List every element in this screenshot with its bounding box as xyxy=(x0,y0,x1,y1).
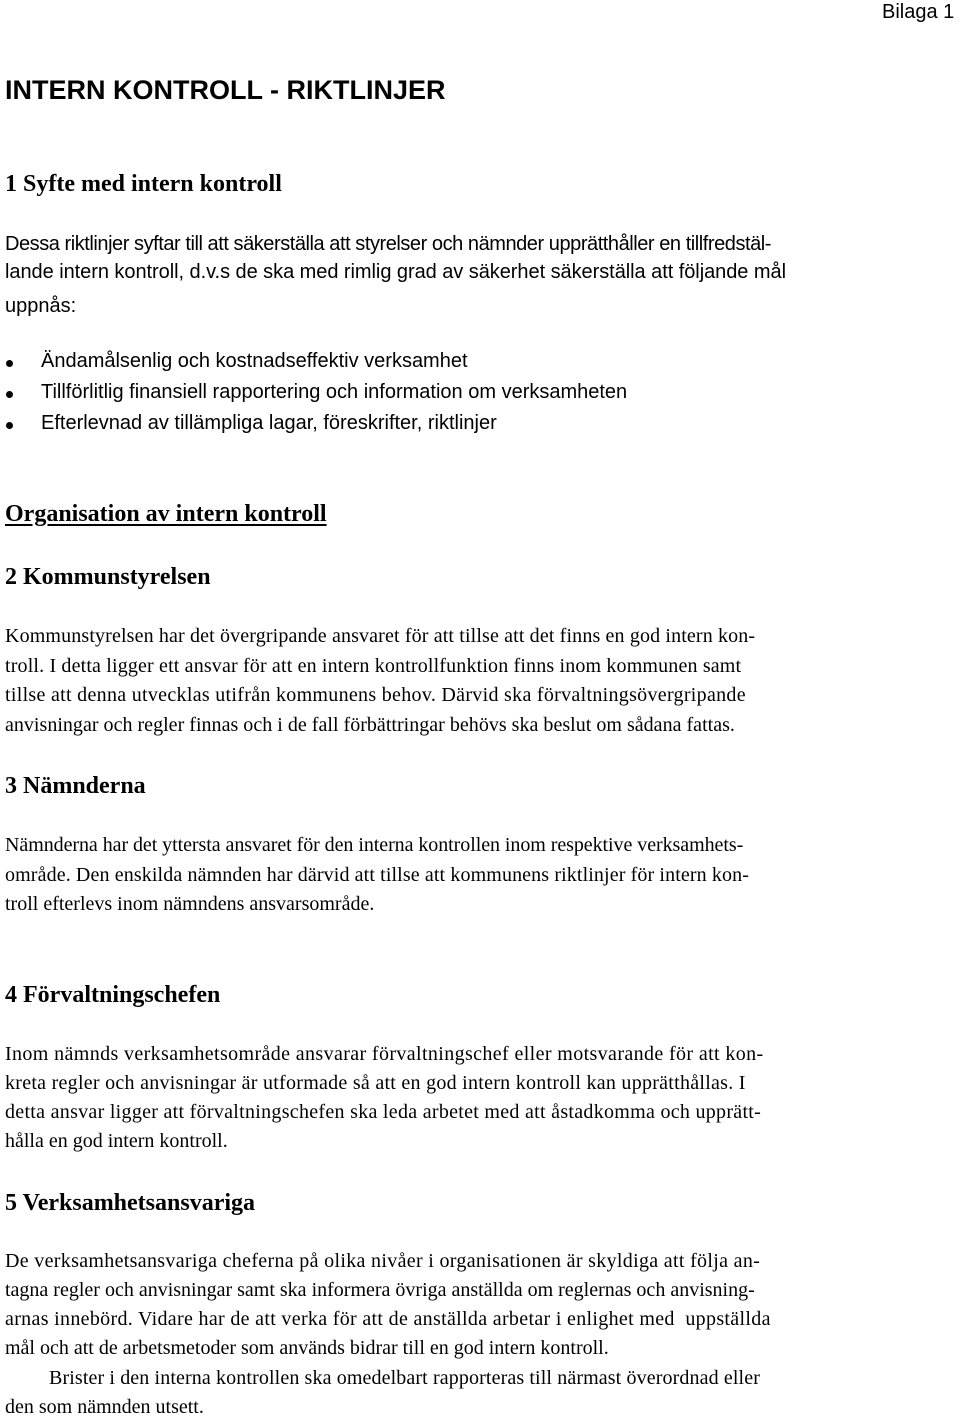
section-5-heading: 5 Verksamhetsansvariga xyxy=(5,1190,256,1216)
section-5-paragraph-line: tagna regler och anvisningar samt ska informera övriga anställda om reglernas och anvisning- xyxy=(5,1279,755,1301)
document-title: INTERN KONTROLL - RIKTLINJER xyxy=(5,75,446,105)
section-4-paragraph-line: kreta regler och anvisningar är utformade så att en god intern kontroll kan upprätthållas. I xyxy=(5,1072,746,1094)
section-3-heading: 3 Nämnderna xyxy=(5,773,146,799)
section-4-paragraph-line: Inom nämnds verksamhetsområde ansvarar förvaltningschef eller motsvarande för att kon- xyxy=(5,1043,764,1065)
list-item: Ändamålsenlig och kostnadseffektiv verksamhet xyxy=(41,350,468,372)
section-2-paragraph-line: anvisningar och regler finnas och i de fall förbättringar behövs ska beslut om sådana fattas. xyxy=(5,714,735,736)
section-4-paragraph-line: detta ansvar ligger att förvaltningschefen ska leda arbetet med att åstadkomma och upprätt- xyxy=(5,1101,762,1123)
section-1-paragraph-line: Dessa riktlinjer syftar till att säkerställa att styrelser och nämnder upprätthåller en tillfredstäl- xyxy=(5,233,771,255)
section-5-paragraph-line: mål och att de arbetsmetoder som används bidrar till en god intern kontroll. xyxy=(5,1337,609,1359)
bullet-icon xyxy=(6,360,13,367)
bullet-icon xyxy=(6,391,13,398)
list-item: Efterlevnad av tillämpliga lagar, föreskrifter, riktlinjer xyxy=(41,412,497,434)
section-4-heading: 4 Förvaltningschefen xyxy=(5,982,221,1008)
appendix-label: Bilaga 1 xyxy=(882,1,955,23)
section-5-paragraph-line: Brister i den interna kontrollen ska omedelbart rapporteras till närmast överordnad eller xyxy=(49,1367,760,1389)
section-5-paragraph-line: den som nämnden utsett. xyxy=(5,1396,204,1418)
section-4-paragraph-line: hålla en god intern kontroll. xyxy=(5,1130,228,1152)
section-2-paragraph-line: Kommunstyrelsen har det övergripande ansvaret för att tillse att det finns en god intern kon- xyxy=(5,625,756,647)
section-3-paragraph-line: Nämnderna har det yttersta ansvaret för den interna kontrollen inom respektive verksamhets- xyxy=(5,834,744,856)
list-item: Tillförlitlig finansiell rapportering och information om verksamheten xyxy=(41,381,628,403)
section-3-paragraph-line: område. Den enskilda nämnden har därvid att tillse att kommunens riktlinjer för intern kon- xyxy=(5,864,750,886)
organisation-heading: Organisation av intern kontroll xyxy=(5,501,327,527)
section-1-heading: 1 Syfte med intern kontroll xyxy=(5,171,282,197)
bullet-icon xyxy=(6,422,13,429)
section-5-paragraph-line: De verksamhetsansvariga cheferna på olika nivåer i organisationen är skyldiga att följa an- xyxy=(5,1250,761,1272)
section-2-paragraph-line: tillse att denna utvecklas utifrån kommunens behov. Därvid ska förvaltningsövergripande xyxy=(5,684,746,706)
section-1-paragraph-line: uppnås: xyxy=(5,295,77,317)
section-3-paragraph-line: troll efterlevs inom nämndens ansvarsområde. xyxy=(5,893,375,915)
section-2-paragraph-line: troll. I detta ligger ett ansvar för att en intern kontrollfunktion finns inom kommunen samt xyxy=(5,655,742,677)
section-5-paragraph-line: arnas innebörd. Vidare har de att verka för att de anställda arbetar i enlighet med uppställda xyxy=(5,1308,771,1330)
section-2-heading: 2 Kommunstyrelsen xyxy=(5,564,211,590)
section-1-paragraph-line: lande intern kontroll, d.v.s de ska med rimlig grad av säkerhet säkerställa att följande mål xyxy=(5,261,786,283)
